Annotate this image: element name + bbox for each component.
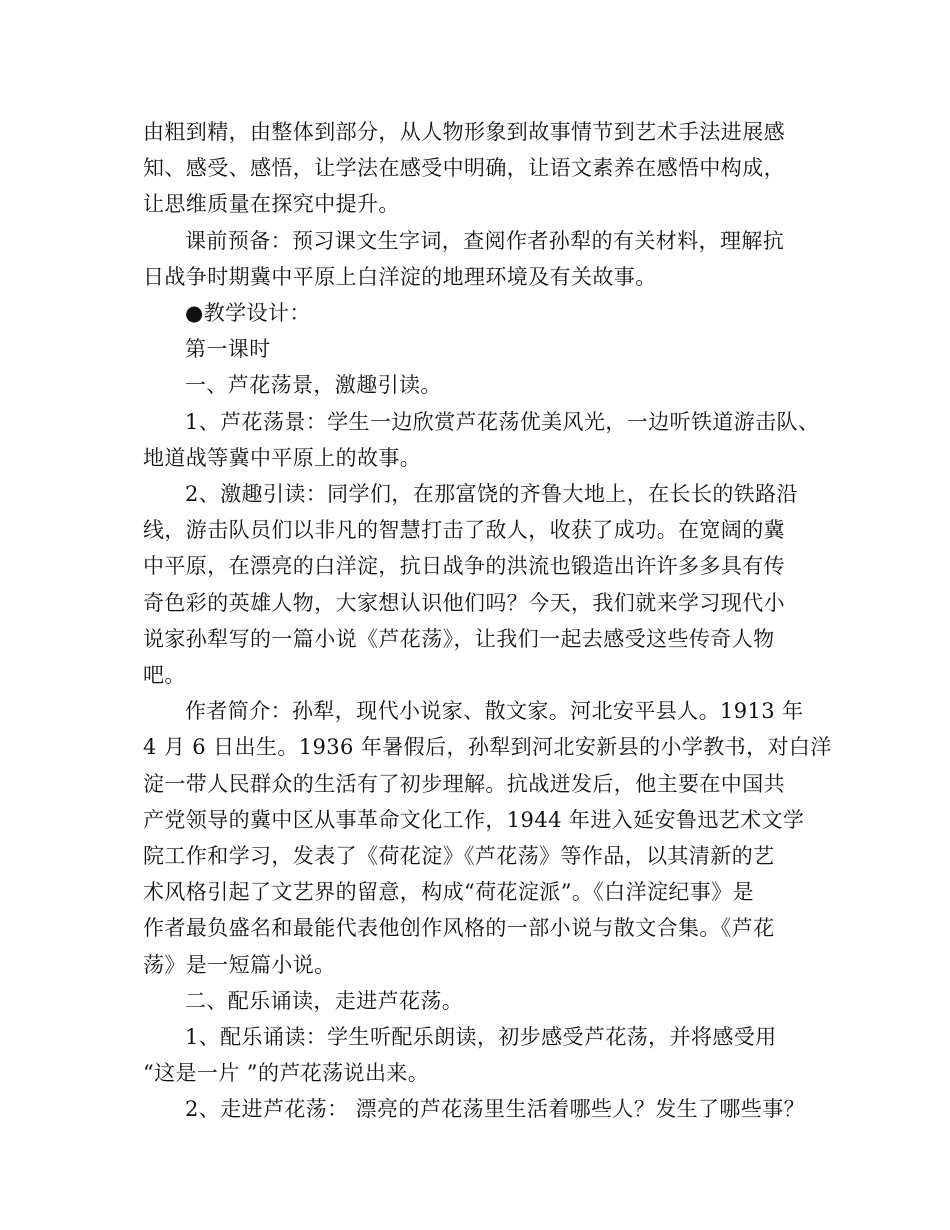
text-line: ●教学设计：	[185, 301, 311, 326]
text-line: 4 月 6 日出生。1936 年暑假后，孙犁到河北安新县的小学教书，对白洋	[143, 735, 832, 760]
text-line: 作者最负盛名和最能代表他创作风格的一部小说与散文合集。《芦花	[143, 916, 775, 941]
text-line: 1、芦花荡景：学生一边欣赏芦花荡优美风光，一边听铁道游击队、	[185, 409, 820, 434]
text-line: 淀一带人民群众的生活有了初步理解。抗战迸发后，他主要在中国共	[143, 771, 785, 796]
paragraph-author-bio	[143, 693, 833, 983]
text-line: 知、感受、感悟，让学法在感受中明确，让语文素养在感悟中构成，	[143, 156, 785, 181]
paragraph-introduction	[143, 476, 833, 693]
text-line: 线，游击队员们以非凡的智慧打击了敌人，收获了成功。在宽阔的冀	[143, 518, 785, 543]
heading-first-lesson	[143, 331, 833, 367]
text-line: 产党领导的冀中区从事革命文化工作，1944 年进入延安鲁迅艺术文学	[143, 807, 805, 832]
text-line: 2、激趣引读：同学们，在那富饶的齐鲁大地上，在长长的铁路沿	[185, 482, 798, 507]
text-line: 课前预备：预习课文生字词，查阅作者孙犁的有关材料，理解抗	[185, 228, 785, 253]
text-line: 术风格引起了文艺界的留意，构成“荷花淀派”。《白洋淀纪事》是	[143, 880, 754, 905]
text-line: 荡》是一短篇小说。	[143, 952, 336, 977]
text-line: 二、配乐诵读，走进芦花荡。	[185, 988, 464, 1013]
heading-teaching-design	[143, 295, 833, 331]
text-line: 奇色彩的英雄人物，大家想认识他们吗？今天，我们就来学习现代小	[143, 590, 785, 615]
text-line: 院工作和学习，发表了《荷花淀》《芦花荡》等作品，以其清新的艺	[143, 844, 775, 869]
paragraph-method	[143, 114, 833, 223]
body-text	[143, 114, 833, 1128]
text-line: 第一课时	[185, 337, 271, 362]
text-line: 由粗到精，由整体到部分，从人物形象到故事情节到艺术手法进展感	[143, 120, 785, 144]
text-line: 一、芦花荡景，激趣引读。	[185, 373, 442, 398]
paragraph-recitation	[143, 1019, 833, 1091]
text-line: 中平原，在漂亮的白洋淀，抗日战争的洪流也锻造出许许多多具有传	[143, 554, 785, 579]
text-line: 让思维质量在探究中提升。	[143, 192, 400, 217]
text-line: 1、配乐诵读：学生听配乐朗读，初步感受芦花荡，并将感受用	[185, 1025, 777, 1050]
paragraph-preparation	[143, 223, 833, 295]
paragraph-enter-reed-marsh	[143, 1091, 833, 1127]
text-line: 地道战等冀中平原上的故事。	[143, 445, 422, 470]
text-line: 吧。	[143, 663, 186, 688]
heading-section-one	[143, 367, 833, 403]
heading-section-two	[143, 983, 833, 1019]
text-line: “这是一片 ”的芦花荡说出来。	[143, 1061, 430, 1086]
text-line: 说家孙犁写的一篇小说《芦花荡》，让我们一起去感受这些传奇人物	[143, 626, 775, 651]
paragraph-scenery	[143, 404, 833, 476]
text-line: 日战争时期冀中平原上白洋淀的地理环境及有关故事。	[143, 264, 657, 289]
text-line: 作者简介：孙犁，现代小说家、散文家。河北安平县人。1913 年	[185, 699, 804, 724]
text-line: 2、走进芦花荡： 漂亮的芦花荡里生活着哪些人？发生了哪些事？	[185, 1097, 806, 1122]
